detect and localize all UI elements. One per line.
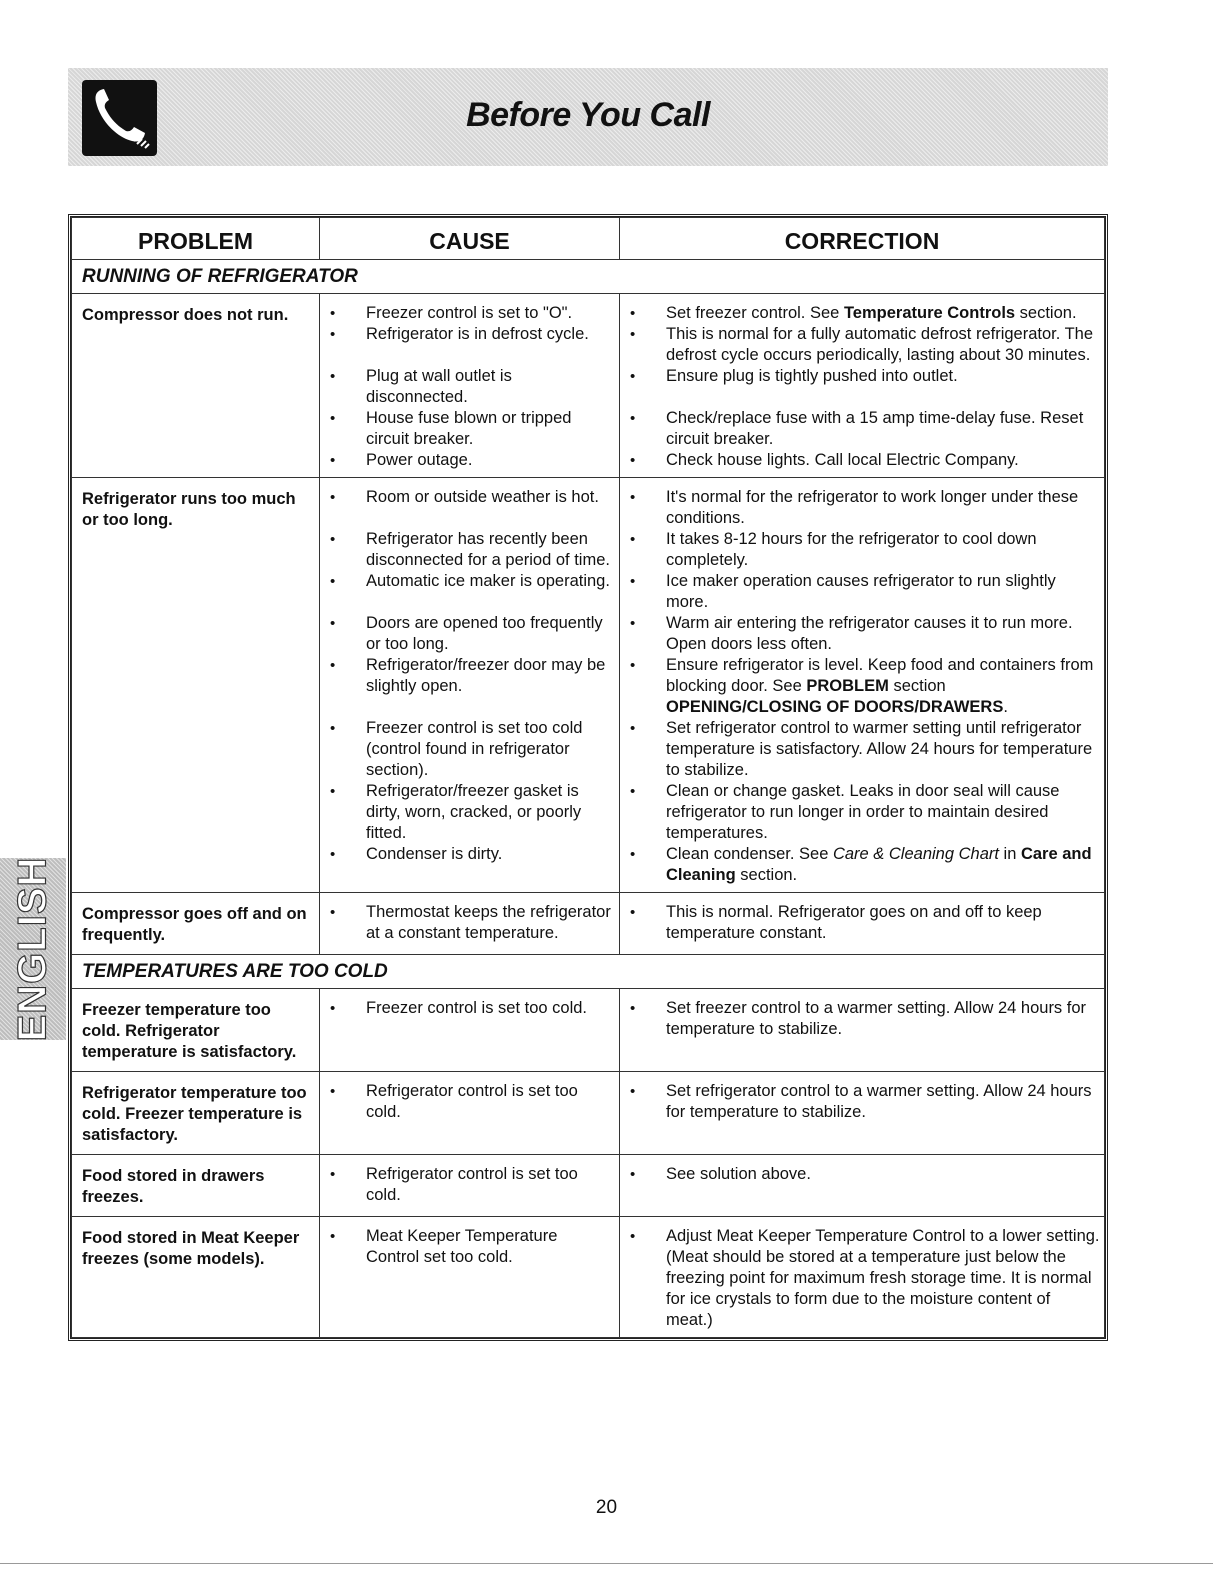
table-row [72, 1155, 1105, 1217]
section-row [72, 260, 1105, 294]
bottom-rule [0, 1563, 1213, 1564]
correction-item: • Check/replace fuse with a 15 amp time-delay fuse. Reset circuit breaker. [626, 408, 1100, 450]
correction-text: section [888, 677, 946, 695]
problem-cell: Refrigerator temperature too cold. Freezer temperature is satisfactory. [72, 1072, 320, 1155]
page-header-banner [68, 68, 1108, 166]
cause-item: • Refrigerator control is set too cold. [326, 1081, 615, 1123]
correction-cell [620, 989, 1105, 1072]
cause-list [326, 303, 615, 471]
correction-cell [620, 1155, 1105, 1217]
correction-item: • Set refrigerator control to a warmer setting. Allow 24 hours for temperature to stabilize. [626, 1081, 1100, 1123]
correction-list [626, 487, 1100, 886]
correction-emphasis: PROBLEM [806, 677, 889, 695]
column-header-correction: CORRECTION [620, 218, 1105, 260]
problem-cell: Freezer temperature too cold. Refrigerator temperature is satisfactory. [72, 989, 320, 1072]
cause-item: • Automatic ice maker is operating. [326, 571, 615, 613]
troubleshooting-table [71, 217, 1105, 1338]
column-header-cause: CAUSE [320, 218, 620, 260]
cause-cell [320, 1155, 620, 1217]
correction-text: section. [1015, 304, 1077, 322]
table-row [72, 294, 1105, 478]
problem-cell: Food stored in Meat Keeper freezes (some models). [72, 1217, 320, 1338]
cause-item: • Refrigerator/freezer door may be slightly open. [326, 655, 615, 718]
cause-item: • Plug at wall outlet is disconnected. [326, 366, 615, 408]
correction-item: • See solution above. [626, 1164, 1100, 1206]
correction-text: section. [735, 866, 798, 884]
cause-cell [320, 478, 620, 893]
correction-item: • This is normal for a fully automatic defrost refrigerator. The defrost cycle occurs periodically, lasting about 30 minutes. [626, 324, 1100, 366]
correction-item: • It takes 8-12 hours for the refrigerator to cool down completely. [626, 529, 1100, 571]
correction-text: Set freezer control. See [666, 304, 844, 322]
correction-item [626, 844, 1100, 886]
correction-list [626, 902, 1100, 944]
cause-item: • Freezer control is set too cold. [326, 998, 615, 1040]
correction-item: • This is normal. Refrigerator goes on and off to keep temperature constant. [626, 902, 1100, 944]
correction-cell [620, 1217, 1105, 1338]
problem-cell: Food stored in drawers freezes. [72, 1155, 320, 1217]
page-number: 20 [595, 1497, 618, 1518]
cause-item: • Refrigerator/freezer gasket is dirty, worn, cracked, or poorly fitted. [326, 781, 615, 844]
correction-cell [620, 893, 1105, 955]
correction-item [626, 655, 1100, 718]
cause-item: • Freezer control is set to "O". [326, 303, 615, 324]
correction-item: • Warm air entering the refrigerator causes it to run more. Open doors less often. [626, 613, 1100, 655]
correction-cell [620, 478, 1105, 893]
correction-item: • Ice maker operation causes refrigerator to run slightly more. [626, 571, 1100, 613]
cause-item: • Refrigerator control is set too cold. [326, 1164, 615, 1206]
cause-item: • Refrigerator is in defrost cycle. [326, 324, 615, 366]
cause-cell [320, 989, 620, 1072]
cause-item: • Power outage. [326, 450, 615, 471]
correction-list [626, 998, 1100, 1040]
correction-text: Clean condenser. See [666, 845, 833, 863]
correction-list [626, 303, 1100, 471]
cause-list [326, 998, 615, 1040]
correction-item [626, 303, 1100, 324]
table-row [72, 1072, 1105, 1155]
section-title: RUNNING OF REFRIGERATOR [72, 260, 1105, 294]
cause-item: • Meat Keeper Temperature Control set too cold. [326, 1226, 615, 1331]
correction-item: • Clean or change gasket. Leaks in door seal will cause refrigerator to run longer in order to maintain desired temperatures. [626, 781, 1100, 844]
correction-emphasis: OPENING/CLOSING OF DOORS/DRAWERS [666, 698, 1004, 716]
correction-item: • Ensure plug is tightly pushed into outlet. [626, 366, 1100, 408]
correction-emphasis: Temperature Controls [843, 304, 1016, 322]
table-row [72, 989, 1105, 1072]
cause-cell [320, 1217, 620, 1338]
correction-cell [620, 294, 1105, 478]
correction-text: Ensure refrigerator is level. Keep food and containers from blocking door. See [666, 656, 1094, 695]
correction-reference: Care & Cleaning Chart [832, 845, 999, 863]
problem-cell: Compressor goes off and on frequently. [72, 893, 320, 955]
table-row [72, 478, 1105, 893]
correction-item: • It's normal for the refrigerator to work longer under these conditions. [626, 487, 1100, 529]
cause-item: • Doors are opened too frequently or too long. [326, 613, 615, 655]
correction-text: in [998, 845, 1021, 863]
cause-list [326, 1081, 615, 1123]
section-row [72, 955, 1105, 989]
cause-item: • Condenser is dirty. [326, 844, 615, 886]
page-title: Before You Call [466, 96, 710, 134]
correction-item: • Adjust Meat Keeper Temperature Control to a lower setting. (Meat should be stored at a temperature just below the freezing point for maximum fresh storage time. It is normal for ice crystals to form due to the moisture content of meat.) [626, 1226, 1100, 1331]
correction-item: • Set freezer control to a warmer setting. Allow 24 hours for temperature to stabilize. [626, 998, 1100, 1040]
phone-icon [82, 80, 157, 156]
cause-list [326, 1164, 615, 1206]
correction-text: . [1003, 698, 1008, 716]
cause-item: • Refrigerator has recently been disconnected for a period of time. [326, 529, 615, 571]
table-header-row [72, 218, 1105, 260]
cause-list [326, 1226, 615, 1331]
correction-item: • Set refrigerator control to warmer setting until refrigerator temperature is satisfactory. Allow 24 hours for temperature to stabilize. [626, 718, 1100, 781]
cause-cell [320, 1072, 620, 1155]
cause-item: • Thermostat keeps the refrigerator at a constant temperature. [326, 902, 615, 944]
table-row [72, 893, 1105, 955]
cause-item: • Room or outside weather is hot. [326, 487, 615, 529]
correction-item: • Check house lights. Call local Electric Company. [626, 450, 1100, 471]
troubleshooting-table-frame [68, 214, 1108, 1341]
correction-list [626, 1081, 1100, 1123]
correction-emphasis: Care and Cleaning [666, 845, 1092, 884]
cause-list [326, 487, 615, 886]
language-tab [0, 858, 66, 1040]
cause-cell [320, 294, 620, 478]
table-row [72, 1217, 1105, 1338]
correction-cell [620, 1072, 1105, 1155]
correction-list [626, 1164, 1100, 1206]
column-header-problem: PROBLEM [72, 218, 320, 260]
cause-list [326, 902, 615, 944]
problem-cell: Compressor does not run. [72, 294, 320, 478]
language-tab-label: ENGLISH [10, 856, 55, 1042]
correction-list [626, 1226, 1100, 1331]
section-title: TEMPERATURES ARE TOO COLD [72, 955, 1105, 989]
cause-item: • House fuse blown or tripped circuit breaker. [326, 408, 615, 450]
problem-cell: Refrigerator runs too much or too long. [72, 478, 320, 893]
cause-item: • Freezer control is set too cold (control found in refrigerator section). [326, 718, 615, 781]
cause-cell [320, 893, 620, 955]
